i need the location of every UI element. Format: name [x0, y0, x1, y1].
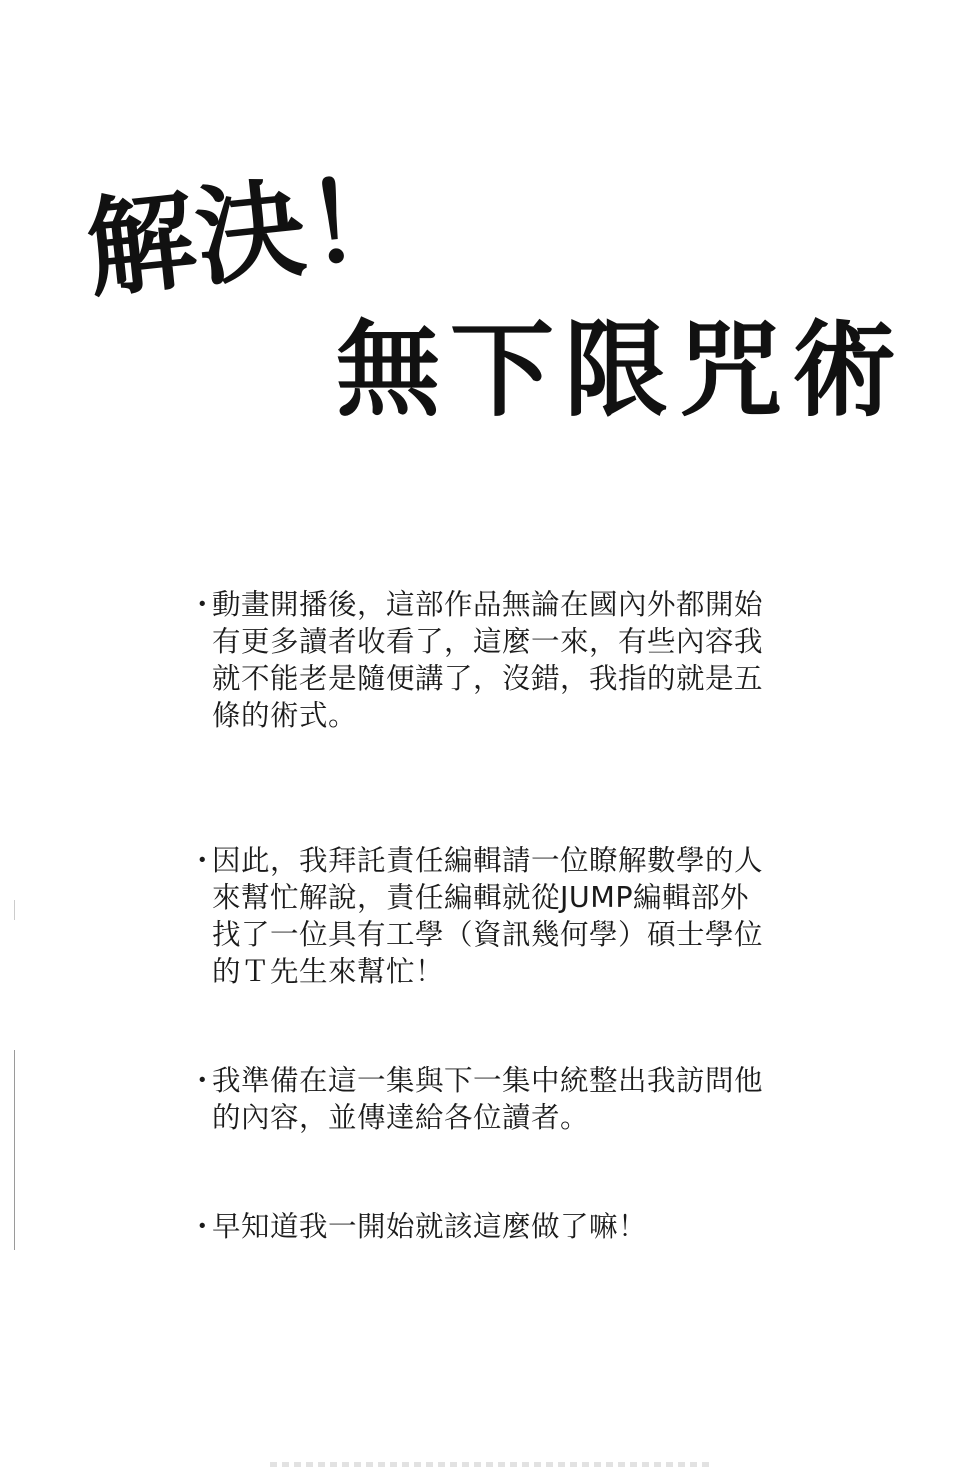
note-text-1: 動畫開播後，這部作品無論在國內外都開始有更多讀者收看了，這麼一來，有些內容我就不能老是隨便講了，沒錯，我指的就是五條的術式。	[212, 588, 764, 732]
note-paragraph-1	[186, 586, 776, 734]
bullet-dot: ・	[188, 588, 217, 621]
note-paragraph-2	[186, 842, 776, 990]
scan-edge-mark	[14, 900, 15, 920]
note-text-4: 早知道我一開始就該這麼做了嘛！	[212, 1210, 648, 1243]
scan-bottom-noise	[270, 1462, 710, 1467]
note-text-2: 因此，我拜託責任編輯請一位瞭解數學的人來幫忙解說，責任編輯就從JUMP編輯部外找了一位具有工學（資訊幾何學）碩士學位的Ｔ先生來幫忙！	[212, 844, 764, 988]
note-paragraph-3	[186, 1062, 776, 1136]
note-paragraph-4	[186, 1208, 776, 1245]
title-line-2: 無下限咒術	[336, 309, 907, 431]
bullet-dot: ・	[188, 1064, 217, 1097]
bullet-dot: ・	[188, 1210, 217, 1243]
scan-edge-mark	[14, 1050, 15, 1250]
note-text-3: 我準備在這一集與下一集中統整出我訪問他的內容，並傳達給各位讀者。	[212, 1064, 764, 1134]
bullet-dot: ・	[188, 844, 217, 877]
title-line-1: 解決！	[81, 154, 423, 314]
